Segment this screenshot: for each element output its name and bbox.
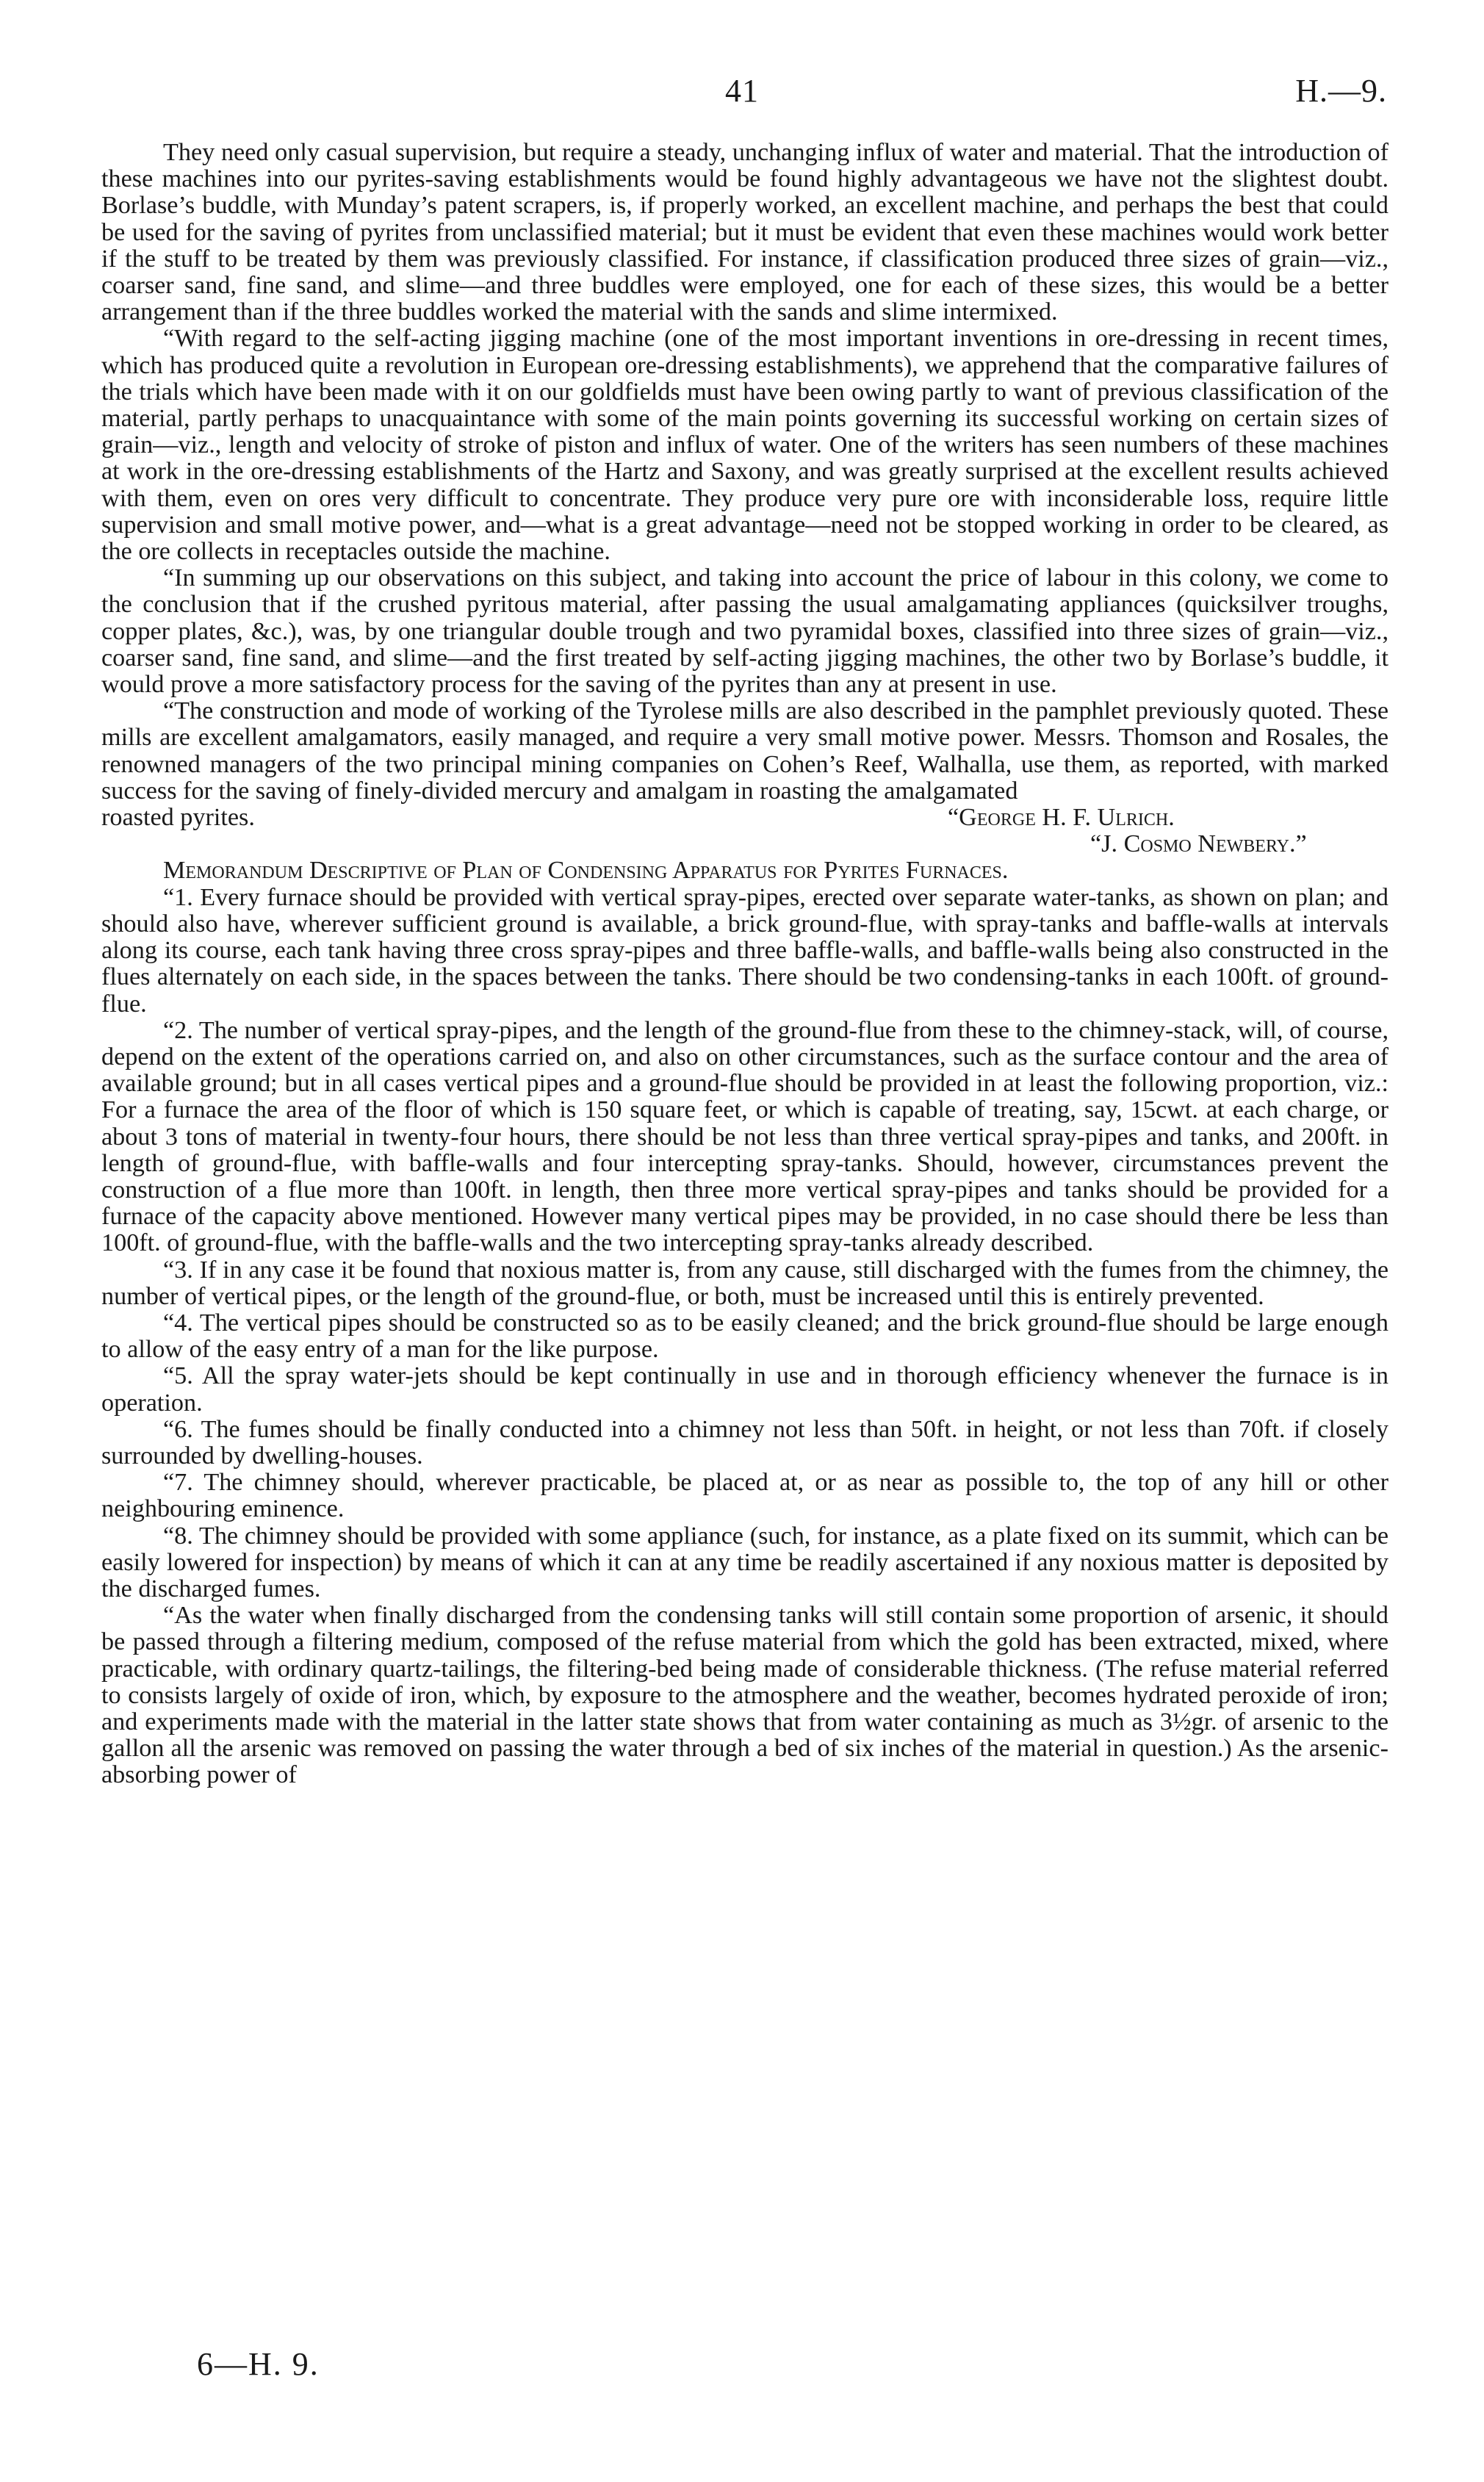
signature-mark: 6—H. 9. [197, 2346, 320, 2382]
memo-item-7: “7. The chimney should, wherever practicable, be placed at, or as near as possible to, the top of any hill or other neighbouring eminence. [101, 1469, 1388, 1523]
memo-item-8: “8. The chimney should be provided with some appliance (such, for instance, as a plate fixed on its summit, which can be easily lowered for inspection) by means of which it can at any time be readily ascertained if any noxious matter is deposited by the discharged fumes. [101, 1522, 1388, 1602]
memo-item-5: “5. All the spray water-jets should be kept continually in use and in thorough efficiency whenever the furnace is in operation. [101, 1362, 1388, 1417]
page-number: 41 [725, 73, 759, 109]
paragraph-jigging-machine: “With regard to the self-acting jigging machine (one of the most important inventions in ore-dressing in recent times, which has produced quite a revolution in European ore-dressing establishments), we apprehend that the comparative failures of the trials which have been made with it on our goldfields must have been owing partly to want of previous classification of the material, partly perhaps to unacquaintance with some of the main points governing its successful working on certain sizes of grain—viz., length and velocity of stroke of piston and influx of water. One of the writers has seen numbers of these machines at work in the ore-dressing establishments of the Hartz and Saxony, and was greatly surprised at the excellent results achieved with them, even on ores very difficult to concentrate. They produce very pure ore with inconsiderable loss, require little supervision and small motive power, and—what is a great advantage—need not be stopped working in order to be cleared, as the ore collects in receptacles outside the machine. [101, 325, 1388, 566]
memo-item-2: “2. The number of vertical spray-pipes, and the length of the ground-flue from these to the chimney-stack, will, of course, depend on the extent of the operations carried on, and also on other circumstances, such as the surface contour and the area of available ground; but in all cases vertical pipes and a ground-flue should be provided in at least the following proportion, viz.: For a furnace the area of the floor of which is 150 square feet, or which is capable of treating, say, 15cwt. at each charge, or about 3 tons of material in twenty-four hours, there should be not less than three vertical spray-pipes and tanks, and 200ft. in length of ground-flue, with baffle-walls and four intercepting spray-tanks. Should, however, circumstances prevent the construction of a flue more than 100ft. in length, then three more vertical spray-pipes and tanks should be provided for a furnace of the capacity above mentioned. However many vertical pipes may be provided, in no case should there be less than 100ft. of ground-flue, with the baffle-walls and the two intercepting spray-tanks already described. [101, 1016, 1388, 1257]
memo-item-6: “6. The fumes should be finally conducted into a chimney not less than 50ft. in height, or not less than 70ft. if closely surrounded by dwelling-houses. [101, 1415, 1388, 1470]
signatory-newbery: “J. Cosmo Newbery.” [1090, 830, 1307, 858]
paragraph-summary: “In summing up our observations on this subject, and taking into account the price of labour in this colony, we come to the conclusion that if the crushed pyritous material, after passing the usual amalgamating appliances (quicksilver troughs, copper plates, &c.), was, by one triangular double trough and two pyramidal boxes, classified into three sizes of grain—viz., coarser sand, fine sand, and slime—and the first treated by self-acting jigging machines, the other two by Borlase’s buddle, it would prove a more satisfactory process for the saving of the pyrites than any at present in use. [101, 564, 1388, 699]
document-code: H.—9. [1295, 73, 1387, 109]
body-text [101, 140, 1388, 1789]
memorandum-heading: Memorandum Descriptive of Plan of Condensing Apparatus for Pyrites Furnaces. [163, 857, 1009, 885]
signatory-ulrich: “George H. F. Ulrich. [948, 804, 1175, 832]
paragraph-last-line: roasted pyrites. [101, 804, 255, 832]
paragraph-buddles: They need only casual supervision, but require a steady, unchanging influx of water and material. That the introduction of these machines into our pyrites-saving establishments would be found highly advantageous we have not the slightest doubt. Borlase’s buddle, with Munday’s patent scrapers, is, if properly worked, an excellent machine, and perhaps the best that could be used for the saving of pyrites from unclassified material; but it must be evident that even these machines would work better if the stuff to be treated by them was previously classified. For instance, if classification produced three sizes of grain—viz., coarser sand, fine sand, and slime—and three buddles were employed, one for each of these sizes, this would be a better arrangement than if the three buddles worked the material with the sands and slime intermixed. [101, 139, 1388, 326]
signature-row [101, 805, 1388, 831]
memo-item-3: “3. If in any case it be found that noxious matter is, from any cause, still discharged with the fumes from the chimney, the number of vertical pipes, or the length of the ground-flue, or both, must be increased until this is entirely prevented. [101, 1256, 1388, 1310]
memo-item-4: “4. The vertical pipes should be constructed so as to be easily cleaned; and the brick ground-flue should be large enough to allow of the easy entry of a man for the like purpose. [101, 1309, 1388, 1364]
memo-filtering-paragraph: “As the water when finally discharged from the condensing tanks will still contain some proportion of arsenic, it should be passed through a filtering medium, composed of the refuse material from which the gold has been extracted, mixed, where practicable, with ordinary quartz-tailings, the filtering-bed being made of considerable thickness. (The refuse material referred to consists largely of oxide of iron, which, by exposure to the atmosphere and the weather, becomes hydrated peroxide of iron; and experiments made with the material in the latter state shows that from water containing as much as 3½gr. of arsenic to the gallon all the arsenic was removed on passing the water through a bed of six inches of the material in question.) As the arsenic-absorbing power of [101, 1602, 1388, 1789]
memo-item-1: “1. Every furnace should be provided with vertical spray-pipes, erected over separate water-tanks, as shown on plan; and should also have, wherever sufficient ground is available, a brick ground-flue, with spray-tanks and baffle-walls at intervals along its course, each tank having three cross spray-pipes and three baffle-walls, and baffle-walls being also constructed in the flues alternately on each side, in the spaces between the tanks. There should be two condensing-tanks in each 100ft. of ground-flue. [101, 883, 1388, 1018]
paragraph-tyrolese-mills: “The construction and mode of working of the Tyrolese mills are also described in the pamphlet previously quoted. These mills are excellent amalgamators, easily managed, and require a very small motive power. Messrs. Thomson and Rosales, the renowned managers of the two principal mining companies on Cohen’s Reef, Walhalla, use them, as reported, with marked success for the saving of finely-divided mercury and amalgam in roasting the amalgamated [101, 697, 1388, 805]
